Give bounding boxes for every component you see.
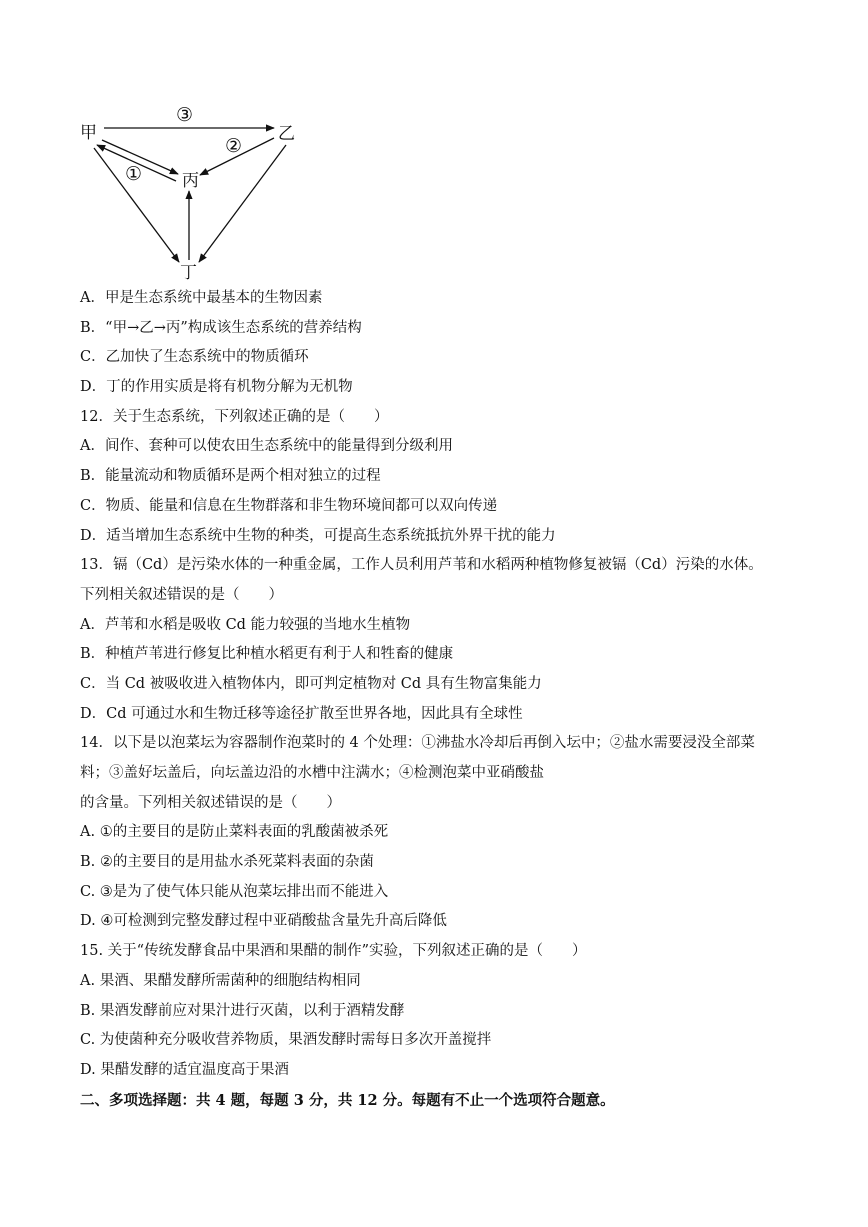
q14-option-d: D. ④可检测到完整发酵过程中亚硝酸盐含量先升高后降低 bbox=[80, 913, 447, 930]
q15-option-d: D. 果醋发酵的适宜温度高于果酒 bbox=[80, 1061, 289, 1078]
node-yi: 乙 bbox=[278, 124, 295, 144]
q11-option-b: B．“甲→乙→丙”构成该生态系统的营养结构 bbox=[80, 319, 362, 336]
q12-option-b: B．能量流动和物质循环是两个相对独立的过程 bbox=[80, 468, 381, 485]
q14-stem-line2: 料；③盖好坛盖后，向坛盖边沿的水槽中注满水；④检测泡菜中亚硝酸盐 bbox=[80, 765, 544, 781]
arrow-yi-to-ding bbox=[199, 145, 286, 262]
q14-stem-line3: 的含量。下列相关叙述错误的是（ ） bbox=[80, 794, 341, 811]
label-one: ① bbox=[125, 163, 143, 185]
q12-option-a: A．间作、套种可以使农田生态系统中的能量得到分级利用 bbox=[80, 438, 453, 455]
node-ding: 丁 bbox=[180, 263, 197, 283]
q12-stem: 12．关于生态系统，下列叙述正确的是（ ） bbox=[80, 408, 389, 425]
q12-option-d: D．适当增加生态系统中生物的种类，可提高生态系统抵抗外界干扰的能力 bbox=[80, 527, 556, 544]
q15-option-c: C. 为使菌种充分吸收营养物质，果酒发酵时需每日多次开盖搅拌 bbox=[80, 1032, 492, 1049]
q13-stem-line1: 13．镉（Cd）是污染水体的一种重金属，工作人员利用芦苇和水稻两种植物修复被镉（Cd）污染的水体。 bbox=[80, 557, 763, 574]
q11-option-a: A．甲是生态系统中最基本的生物因素 bbox=[80, 290, 323, 306]
q13-option-c: C．当 Cd 被吸收进入植物体内，即可判定植物对 Cd 具有生物富集能力 bbox=[80, 675, 542, 692]
node-bing: 丙 bbox=[182, 171, 199, 191]
q14-stem-line1: 14．以下是以泡菜坛为容器制作泡菜时的 4 个处理：①沸盐水冷却后再倒入坛中；②盐水需要浸没全部菜 bbox=[80, 735, 755, 752]
q13-option-a: A．芦苇和水稻是吸收 Cd 能力较强的当地水生植物 bbox=[80, 616, 411, 633]
section-2-heading: 二、多项选择题：共 4 题，每题 3 分，共 12 分。每题有不止一个选项符合题意。 bbox=[80, 1091, 615, 1109]
question-content bbox=[80, 284, 796, 1115]
node-jia: 甲 bbox=[80, 123, 97, 143]
q13-stem-line2: 下列相关叙述错误的是（ ） bbox=[80, 586, 283, 603]
q13-option-b: B．种植芦苇进行修复比种植水稻更有利于人和牲畜的健康 bbox=[80, 646, 454, 663]
q14-option-b: B. ②的主要目的是用盐水杀死菜料表面的杂菌 bbox=[80, 854, 374, 871]
label-two: ② bbox=[225, 135, 243, 157]
q14-option-c: C. ③是为了使气体只能从泡菜坛排出而不能进入 bbox=[80, 883, 389, 900]
q12-option-c: C．物质、能量和信息在生物群落和非生物环境间都可以双向传递 bbox=[80, 497, 498, 514]
q14-option-a: A. ①的主要目的是防止菜料表面的乳酸菌被杀死 bbox=[80, 824, 389, 841]
q11-option-d: D．丁的作用实质是将有机物分解为无机物 bbox=[80, 379, 353, 396]
q15-option-a: A. 果酒、果醋发酵所需菌种的细胞结构相同 bbox=[80, 972, 361, 989]
carbon-cycle-diagram bbox=[72, 100, 312, 290]
q15-stem: 15. 关于“传统发酵食品中果酒和果醋的制作”实验，下列叙述正确的是（ ） bbox=[80, 943, 587, 960]
q13-option-d: D．Cd 可通过水和生物迁移等途径扩散至世界各地，因此具有全球性 bbox=[80, 705, 523, 722]
q11-option-c: C．乙加快了生态系统中的物质循环 bbox=[80, 349, 309, 366]
q15-option-b: B. 果酒发酵前应对果汁进行灭菌，以利于酒精发酵 bbox=[80, 1002, 405, 1019]
label-three: ③ bbox=[176, 104, 194, 126]
